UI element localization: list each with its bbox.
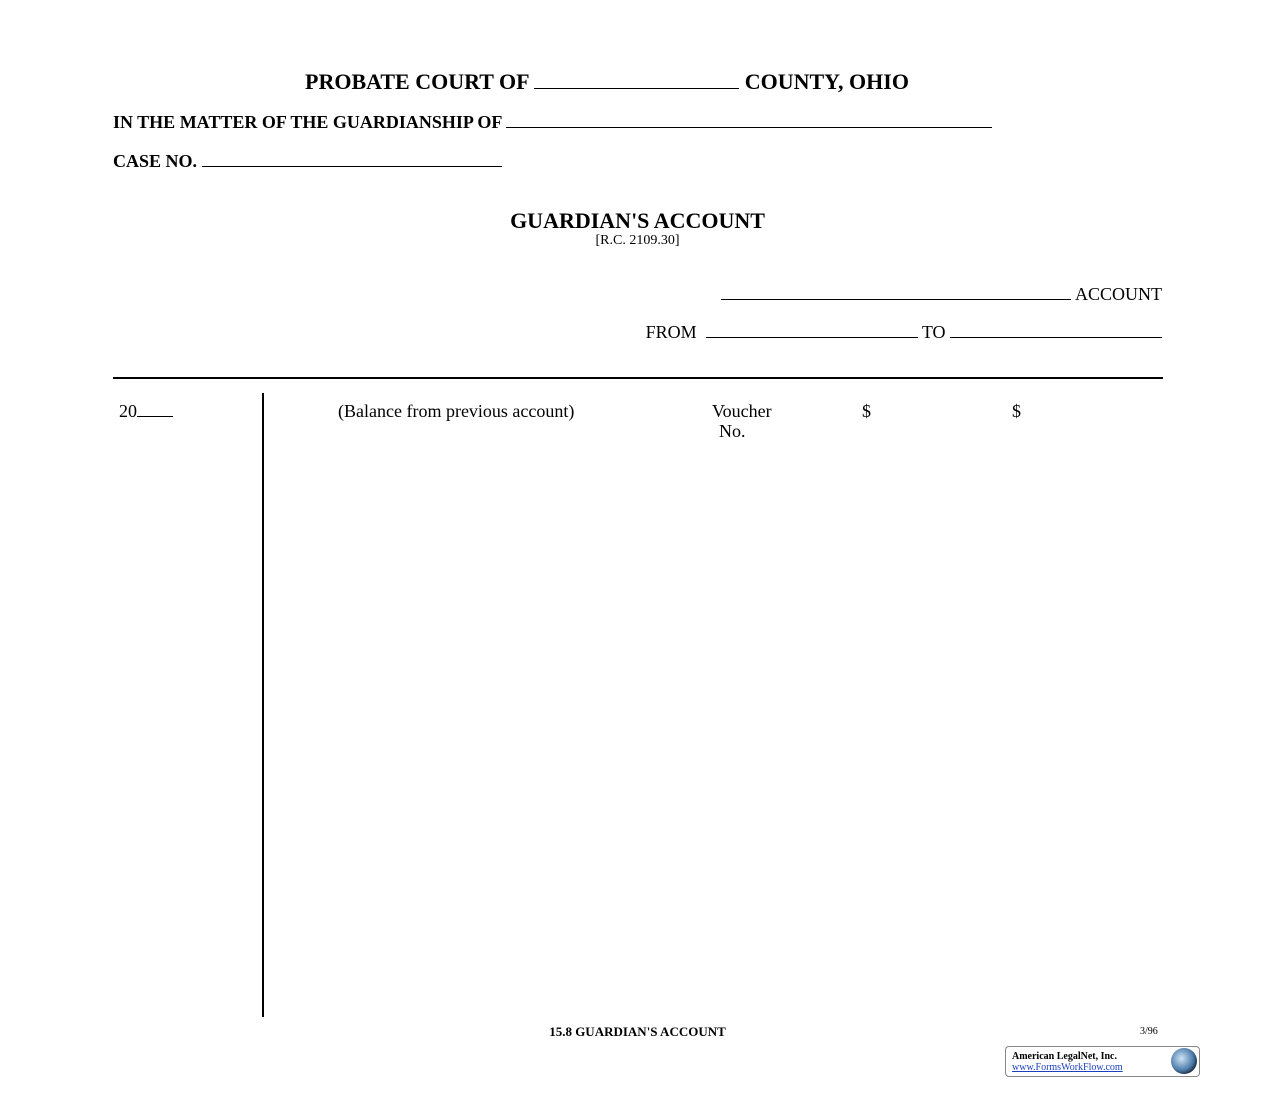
court-suffix: COUNTY, OHIO — [744, 69, 909, 94]
period-line — [646, 323, 1162, 341]
to-date-field[interactable] — [950, 336, 1162, 338]
column-divider — [262, 393, 264, 1017]
year-field[interactable] — [137, 415, 173, 417]
county-field[interactable] — [534, 87, 739, 89]
court-heading — [305, 71, 909, 93]
case-label: CASE NO. — [113, 151, 198, 171]
globe-icon — [1171, 1048, 1197, 1074]
footer-form-title: 15.8 GUARDIAN'S ACCOUNT — [549, 1024, 726, 1039]
logo-url-link[interactable]: www.FormsWorkFlow.com — [1012, 1062, 1123, 1073]
year-cell — [119, 402, 173, 420]
account-number-field[interactable] — [721, 298, 1071, 300]
amount-dollar-sign-2: $ — [1012, 401, 1021, 421]
case-number-field[interactable] — [202, 165, 502, 167]
to-label: TO — [921, 322, 946, 342]
form-title: GUARDIAN'S ACCOUNT — [510, 208, 765, 233]
account-line — [721, 285, 1162, 303]
from-label: FROM — [645, 322, 697, 342]
account-label: ACCOUNT — [1074, 284, 1162, 304]
voucher-label-line1: Voucher — [712, 401, 772, 421]
case-line — [113, 152, 502, 170]
year-prefix: 20 — [119, 401, 137, 421]
divider-line — [113, 377, 1163, 379]
american-legalnet-logo[interactable] — [1005, 1046, 1200, 1077]
amount-dollar-sign-1: $ — [862, 401, 871, 421]
voucher-label-line2: No. — [719, 421, 746, 441]
logo-company-name: American LegalNet, Inc. — [1012, 1051, 1117, 1062]
statute-reference: [R.C. 2109.30] — [595, 233, 680, 248]
from-date-field[interactable] — [706, 336, 918, 338]
court-prefix: PROBATE COURT OF — [305, 69, 529, 94]
matter-line — [113, 113, 992, 131]
matter-label: IN THE MATTER OF THE GUARDIANSHIP OF — [113, 112, 502, 132]
ward-name-field[interactable] — [506, 126, 992, 128]
revision-date: 3/96 — [1140, 1026, 1158, 1037]
balance-description: (Balance from previous account) — [338, 401, 575, 421]
